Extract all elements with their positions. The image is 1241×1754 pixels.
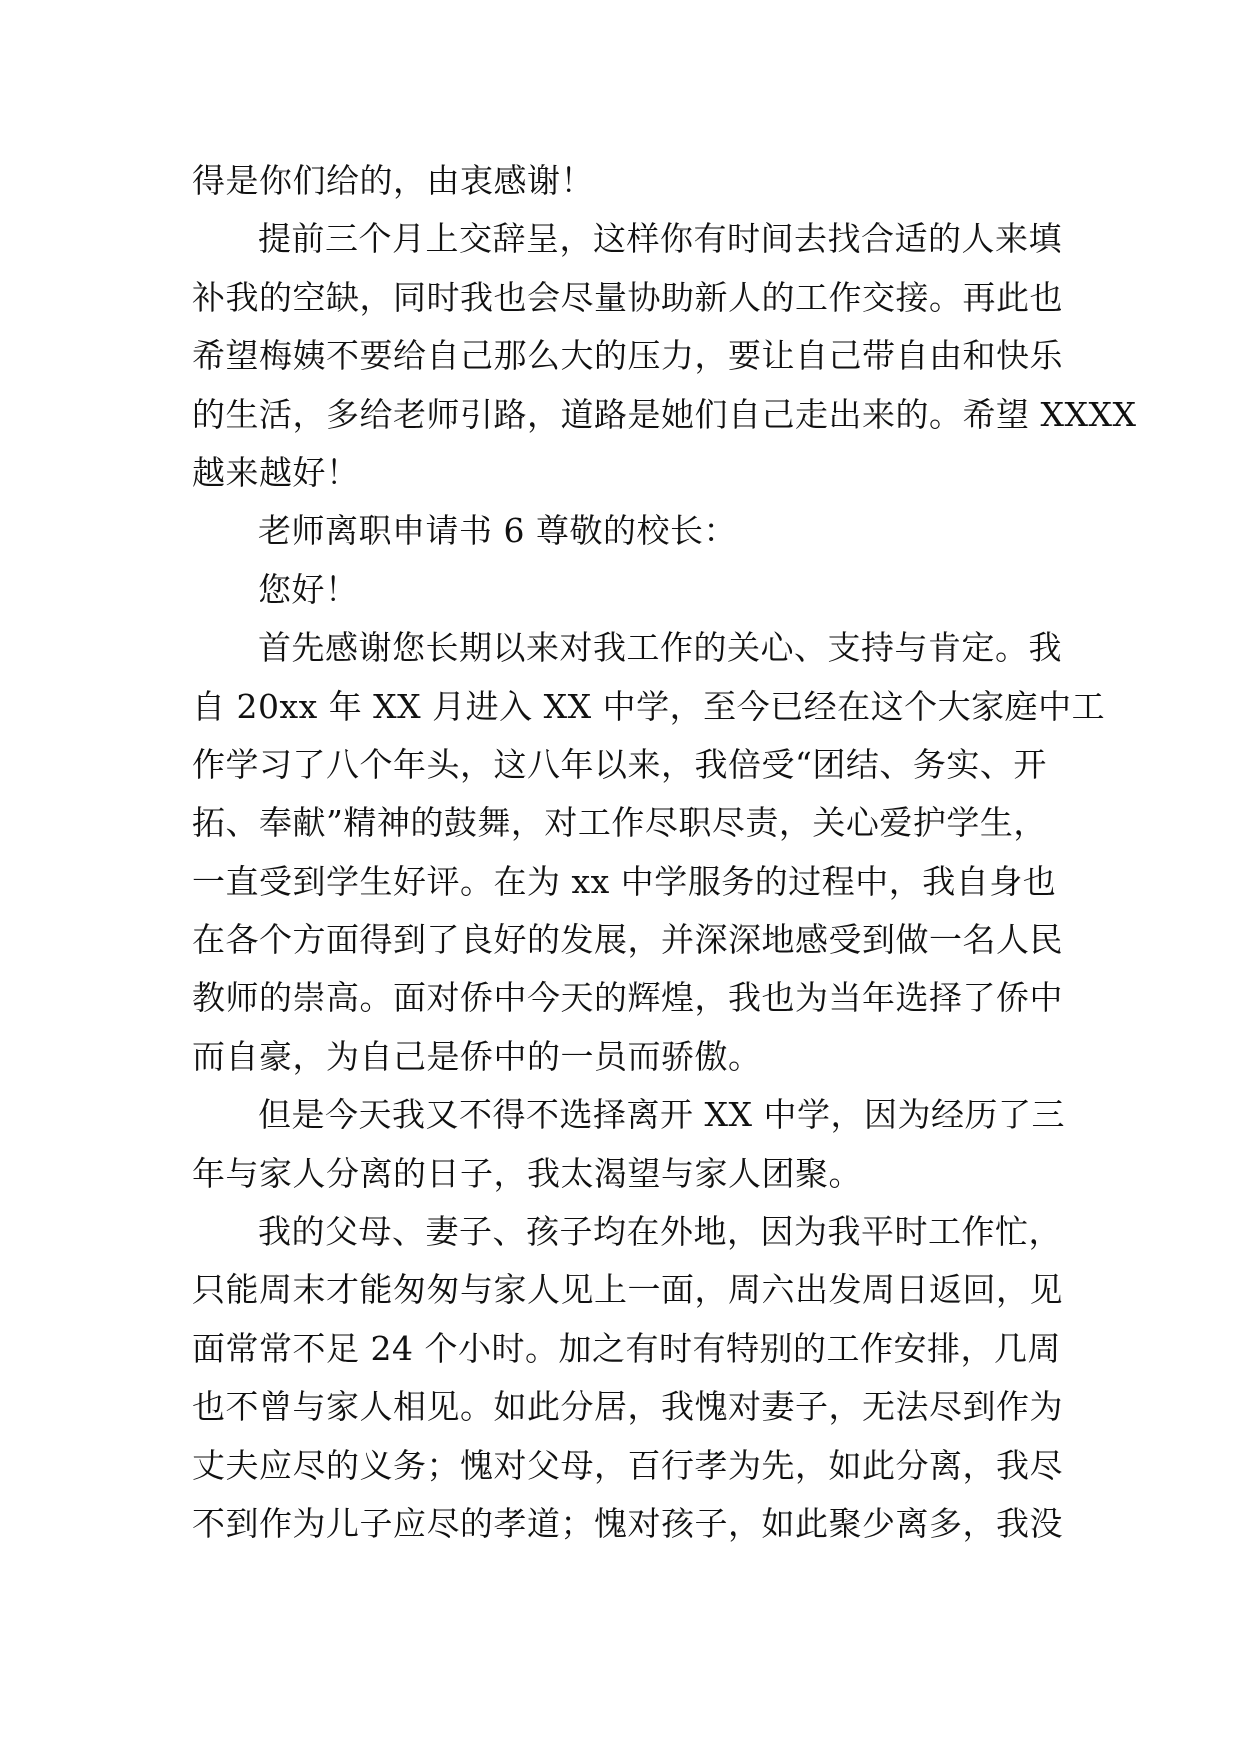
- text-line: 丈夫应尽的义务；愧对父母，百行孝为先，如此分离，我尽: [192, 1445, 1063, 1485]
- text-line: 补我的空缺，同时我也会尽量协助新人的工作交接。再此也: [192, 277, 1063, 317]
- paragraph-start-line: 首先感谢您长期以来对我工作的关心、支持与肯定。我: [258, 628, 1062, 668]
- text-line: 也不曾与家人相见。如此分居，我愧对妻子，无法尽到作为: [192, 1387, 1063, 1427]
- text-line: 年与家人分离的日子，我太渴望与家人团聚。: [192, 1153, 862, 1193]
- greeting-line: 您好！: [258, 569, 359, 609]
- text-line: 教师的崇高。面对侨中今天的辉煌，我也为当年选择了侨中: [192, 978, 1063, 1018]
- text-line: 面常常不足 24 个小时。加之有时有特别的工作安排，几周: [192, 1328, 1061, 1368]
- letter-body: [192, 152, 1137, 1553]
- paragraph-start-line: 提前三个月上交辞呈，这样你有时间去找合适的人来填: [258, 219, 1062, 259]
- text-line: 希望梅姨不要给自己那么大的压力，要让自己带自由和快乐: [192, 336, 1063, 376]
- text-line: 一直受到学生好评。在为 xx 中学服务的过程中，我自身也: [192, 861, 1057, 901]
- text-line: 的生活，多给老师引路，道路是她们自己走出来的。希望 XXXX: [192, 394, 1137, 434]
- text-line: 只能周末才能匆匆与家人见上一面，周六出发周日返回，见: [192, 1270, 1063, 1310]
- text-line: 越来越好！: [192, 452, 360, 492]
- text-line: 得是你们给的，由衷感谢！: [192, 161, 594, 200]
- text-line: 在各个方面得到了良好的发展，并深深地感受到做一名人民: [192, 920, 1063, 960]
- text-line: 作学习了八个年头，这八年以来，我倍受“团结、务实、开: [192, 744, 1047, 784]
- paragraph-start-line: 我的父母、妻子、孩子均在外地，因为我平时工作忙，: [258, 1212, 1062, 1252]
- text-line: 自 20xx 年 XX 月进入 XX 中学，至今已经在这个大家庭中工: [192, 686, 1106, 726]
- text-line: 不到作为儿子应尽的孝道；愧对孩子，如此聚少离多，我没: [192, 1503, 1063, 1543]
- text-line: 拓、奉献”精神的鼓舞，对工作尽职尽责，关心爱护学生，: [192, 803, 1047, 843]
- section-heading-line: 老师离职申请书 6 尊敬的校长：: [258, 511, 737, 551]
- text-line: 而自豪，为自己是侨中的一员而骄傲。: [192, 1036, 762, 1076]
- paragraph-start-line: 但是今天我又不得不选择离开 XX 中学，因为经历了三: [258, 1095, 1065, 1135]
